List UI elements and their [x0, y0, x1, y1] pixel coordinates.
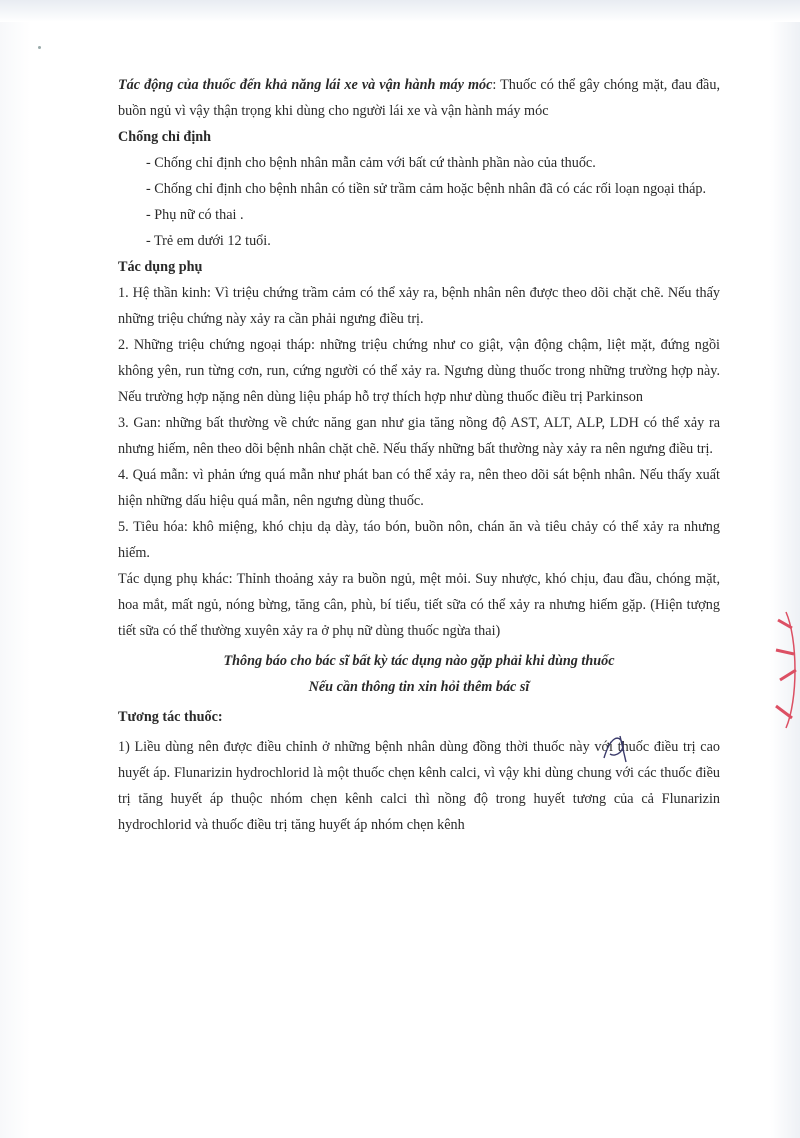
side-effect-item: 2. Những triệu chứng ngoại tháp: những triệu chứng như co giật, vận động chậm, liệt mặt, đứng ngồi không yên, run từng cơn, run, cứng người có thể xảy ra. Ngưng dùng thuốc trong những trường hợp này. Nếu trường hợp nặng nên dùng liệu pháp hỗ trợ thích hợp như dùng thuốc điều trị Parkinson: [118, 337, 720, 405]
interactions-heading: Tương tác thuốc:: [118, 709, 223, 725]
contra-item: - Phụ nữ có thai .: [146, 207, 244, 223]
contra-item: - Chống chỉ định cho bệnh nhân mẫn cảm với bất cứ thành phần nào của thuốc.: [146, 155, 596, 171]
stamp-edge: [772, 610, 800, 730]
other-side-effects: Tác dụng phụ khác: Thỉnh thoảng xảy ra buồn ngủ, mệt mỏi. Suy nhược, khó chịu, đau đầu, chóng mặt, hoa mắt, mất ngủ, nóng bừng, tăng cân, phù, bí tiểu, tiết sữa có thể xảy ra nhưng hiếm gặp. (Hiện tượng tiết sữa có thể thường xuyên xảy ra ở phụ nữ dùng thuốc ngừa thai): [118, 571, 720, 639]
document-body: [118, 72, 720, 838]
notice-line-1: Thông báo cho bác sĩ bất kỳ tác dụng nào gặp phải khi dùng thuốc: [223, 653, 615, 669]
notice-line-2: Nếu cần thông tin xin hỏi thêm bác sĩ: [308, 679, 530, 695]
driving-effects-paragraph: [118, 72, 720, 124]
driving-effects-text: : Thuốc có thể gây chóng mặt, đau đầu, buồn ngủ vì vậy thận trọng khi dùng cho người lái xe và vận hành máy móc: [118, 77, 720, 119]
contra-item: - Chống chỉ định cho bệnh nhân có tiền sử trầm cảm hoặc bệnh nhân đã có các rối loạn ngoại tháp.: [146, 181, 707, 197]
scan-speck: [38, 46, 41, 49]
side-effect-item: 5. Tiêu hóa: khô miệng, khó chịu dạ dày, táo bón, buồn nôn, chán ăn và tiêu chảy có thể xảy ra nhưng hiếm.: [118, 519, 720, 561]
side-effect-item: 3. Gan: những bất thường về chức năng gan như gia tăng nồng độ AST, ALT, ALP, LDH có thể xảy ra nhưng hiếm, nên theo dõi bệnh nhân chặt chẽ. Nếu thấy những bất thường này xảy ra nên ngưng điều trị.: [118, 415, 720, 457]
interaction-item: 1) Liều dùng nên được điều chỉnh ở những bệnh nhân dùng đồng thời thuốc này với thuốc điều trị cao huyết áp. Flunarizin hydrochlorid là một thuốc chẹn kênh calci, vì vậy khi dùng chung với các thuốc điều trị tăng huyết áp thuộc nhóm chẹn kênh calci thì nồng độ trong huyết tương của cả Flunarizin hydrochlorid và thuốc điều trị tăng huyết áp nhóm chẹn kênh: [118, 739, 720, 833]
contra-item: - Trẻ em dưới 12 tuổi.: [146, 233, 271, 249]
side-effect-item: 1. Hệ thần kinh: Vì triệu chứng trầm cảm có thể xảy ra, bệnh nhân nên được theo dõi chặt chẽ. Nếu thấy những triệu chứng này xảy ra cần phải ngưng điều trị.: [118, 285, 720, 327]
side-effects-heading: Tác dụng phụ: [118, 259, 203, 275]
driving-effects-title: Tác động của thuốc đến khả năng lái xe và vận hành máy móc: [118, 77, 493, 93]
handwritten-mark: [596, 728, 636, 768]
side-effect-item: 4. Quá mẫn: vì phản ứng quá mẫn như phát ban có thể xảy ra, nên theo dõi sát bệnh nhân. Nếu thấy xuất hiện những dấu hiệu quá mẫn, nên ngưng dùng thuốc.: [118, 467, 720, 509]
scan-top-band: [0, 0, 800, 22]
contraindications-heading: Chống chỉ định: [118, 129, 212, 145]
